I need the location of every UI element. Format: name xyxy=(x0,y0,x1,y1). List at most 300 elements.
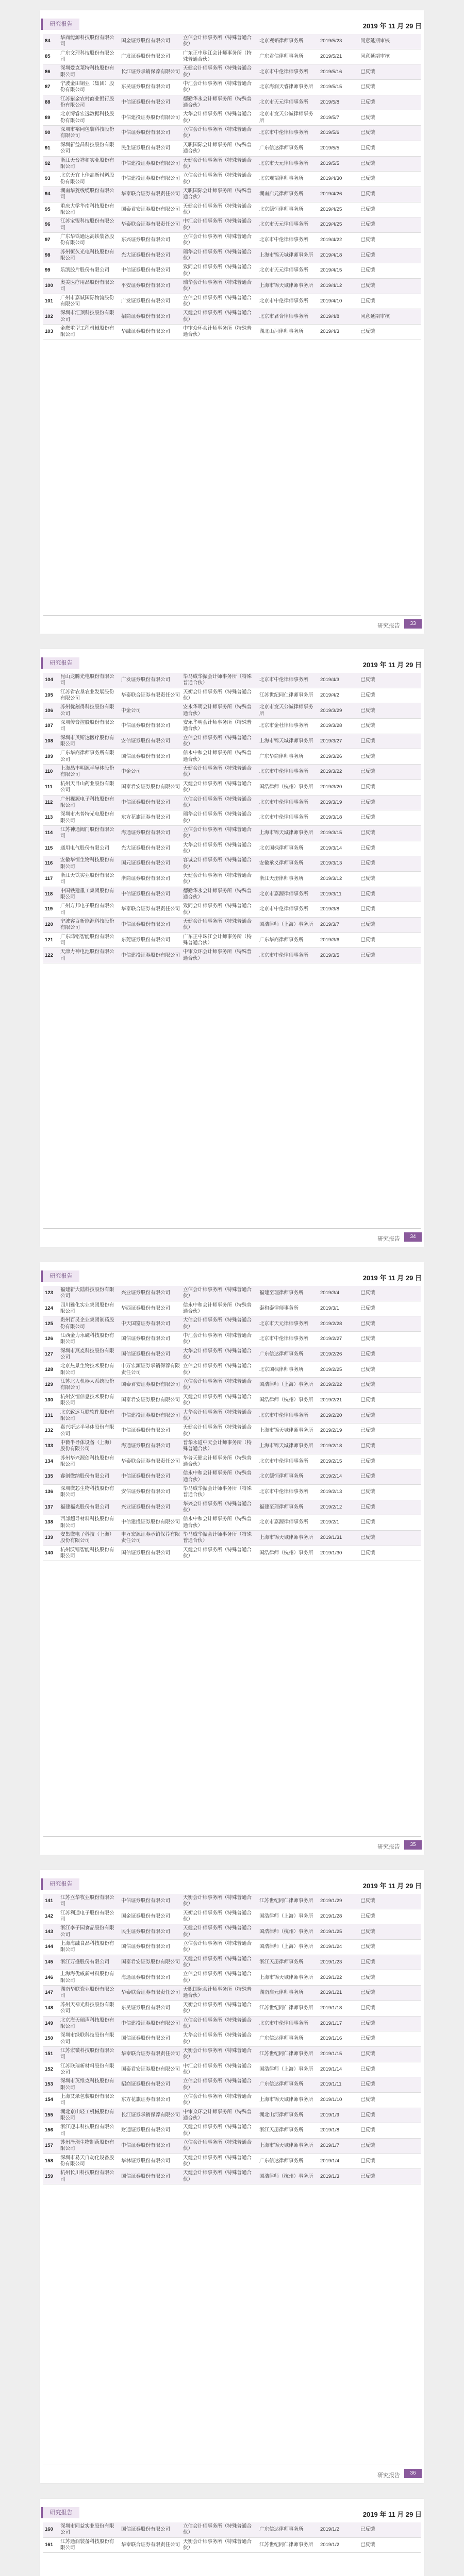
row-number: 104 xyxy=(43,673,59,688)
table-row xyxy=(43,1515,421,1531)
review-status: 已反馈 xyxy=(359,1286,421,1301)
sponsor: 招商证券股份有限公司 xyxy=(120,309,181,325)
accounting-firm: 大信会计师事务所（特殊普通合伙） xyxy=(181,1316,258,1332)
company-name: 北京天宜上佳高新材料股份有限公司 xyxy=(59,172,120,187)
filing-date: 2019/4/22 xyxy=(319,232,359,248)
law-firm: 福建至理律师事务所 xyxy=(258,1286,319,1301)
law-firm: 江苏世纪同仁律师事务所 xyxy=(258,2046,319,2062)
accounting-firm: 容诚会计师事务所（特殊普通合伙） xyxy=(181,856,258,872)
review-status: 已反馈 xyxy=(359,856,421,872)
law-firm: 浙江天册律师事务所 xyxy=(258,1955,319,1970)
filing-date: 2019/4/18 xyxy=(319,248,359,263)
row-number: 139 xyxy=(43,1531,59,1546)
sponsor: 国泰君安证券股份有限公司 xyxy=(120,1378,181,1393)
law-firm: 上海市锦天城律师事务所 xyxy=(258,248,319,263)
filing-date: 2019/1/31 xyxy=(319,1531,359,1546)
filing-date: 2019/1/4 xyxy=(319,2154,359,2169)
filing-date: 2019/3/12 xyxy=(319,871,359,887)
review-status: 已反馈 xyxy=(359,1301,421,1316)
company-name: 江苏省农垦农业发展股份有限公司 xyxy=(59,688,120,703)
filing-date: 2019/5/23 xyxy=(319,34,359,49)
table-row xyxy=(43,1909,421,1924)
company-name: 中微半导体设备（上海）股份有限公司 xyxy=(59,1438,120,1454)
table-row xyxy=(43,2031,421,2047)
accounting-firm: 天健会计师事务所（特殊普通合伙） xyxy=(181,309,258,325)
table-row xyxy=(43,2046,421,2062)
review-status: 已反馈 xyxy=(359,2139,421,2154)
row-number: 110 xyxy=(43,765,59,780)
row-number: 156 xyxy=(43,2123,59,2139)
company-name: 宁波金田铜业（集团）股份有限公司 xyxy=(59,80,120,95)
table-row xyxy=(43,49,421,64)
table-row xyxy=(43,1924,421,1940)
review-status: 已反馈 xyxy=(359,2031,421,2047)
company-name: 天津力神电池股份有限公司 xyxy=(59,948,120,963)
company-name: 苏州恒久光电科技股份有限公司 xyxy=(59,248,120,263)
table-row xyxy=(43,688,421,703)
accounting-firm: 中汇会计师事务所（特殊普通合伙） xyxy=(181,2062,258,2077)
row-number: 146 xyxy=(43,1970,59,1986)
table-row xyxy=(43,2139,421,2154)
row-number: 154 xyxy=(43,2092,59,2108)
page-number: 34 xyxy=(404,1232,422,1242)
review-status: 已反馈 xyxy=(359,1454,421,1469)
sponsor: 国泰君安证券股份有限公司 xyxy=(120,2062,181,2077)
filing-date: 2019/3/22 xyxy=(319,765,359,780)
company-name: 杭州天目山药业股份有限公司 xyxy=(59,779,120,795)
report-page-1 xyxy=(40,10,424,634)
table-row xyxy=(43,263,421,279)
row-number: 157 xyxy=(43,2139,59,2154)
ipo-table xyxy=(43,673,421,963)
table-row xyxy=(43,810,421,826)
accounting-firm: 瑞华会计师事务所（特殊普通合伙） xyxy=(181,810,258,826)
accounting-firm: 华兴会计师事务所（特殊普通合伙） xyxy=(181,1500,258,1515)
law-firm: 北京市中伦律师事务所 xyxy=(258,126,319,141)
table-row xyxy=(43,734,421,749)
company-name: 江苏北人机器人系统股份有限公司 xyxy=(59,1378,120,1393)
company-name: 深圳市燕麦科技股份有限公司 xyxy=(59,1347,120,1362)
law-firm: 北京市中伦律师事务所 xyxy=(258,1408,319,1423)
review-status: 已反馈 xyxy=(359,918,421,933)
review-status: 已反馈 xyxy=(359,1438,421,1454)
accounting-firm: 立信会计师事务所（特殊普通合伙） xyxy=(181,1940,258,1955)
accounting-firm: 天健会计师事务所（特殊普通合伙） xyxy=(181,1546,258,1561)
row-number: 150 xyxy=(43,2031,59,2047)
review-status: 已反馈 xyxy=(359,263,421,279)
report-page-5 xyxy=(40,2499,424,2576)
company-name: 深圳微芯生物科技股份有限公司 xyxy=(59,1484,120,1500)
review-status: 已反馈 xyxy=(359,688,421,703)
law-firm: 国浩律师（上海）事务所 xyxy=(258,1378,319,1393)
accounting-firm: 中审众环会计师事务所（特殊普通合伙） xyxy=(181,948,258,963)
table-row xyxy=(43,1970,421,1986)
review-status: 同意延期审核 xyxy=(359,34,421,49)
filing-date: 2019/1/10 xyxy=(319,2092,359,2108)
row-number: 161 xyxy=(43,2537,59,2553)
row-number: 98 xyxy=(43,248,59,263)
filing-date: 2019/1/25 xyxy=(319,1924,359,1940)
sponsor: 国信证券股份有限公司 xyxy=(120,1546,181,1561)
row-number: 99 xyxy=(43,263,59,279)
accounting-firm: 信永中和会计师事务所（特殊普通合伙） xyxy=(181,749,258,765)
row-number: 145 xyxy=(43,1955,59,1970)
footer-divider xyxy=(43,1228,421,1229)
page-footer xyxy=(40,2460,424,2483)
filing-date: 2019/1/9 xyxy=(319,2108,359,2123)
accounting-firm: 大华会计师事务所（特殊普通合伙） xyxy=(181,1408,258,1423)
report-badge: 研究报告 xyxy=(41,657,79,669)
filing-date: 2019/4/25 xyxy=(319,217,359,233)
law-firm: 北京观韬律师事务所 xyxy=(258,34,319,49)
sponsor: 中信证券股份有限公司 xyxy=(120,126,181,141)
company-name: 中国铁建重工集团股份有限公司 xyxy=(59,887,120,902)
law-firm: 北京市中伦律师事务所 xyxy=(258,1454,319,1469)
sponsor: 国泰君安证券股份有限公司 xyxy=(120,1955,181,1970)
law-firm: 泰和泰律师事务所 xyxy=(258,1301,319,1316)
sponsor: 国信证券股份有限公司 xyxy=(120,1332,181,1347)
company-name: 北京博睿宏远数据科技股份有限公司 xyxy=(59,110,120,126)
review-status: 已反馈 xyxy=(359,948,421,963)
sponsor: 兴业证券股份有限公司 xyxy=(120,1286,181,1301)
row-number: 134 xyxy=(43,1454,59,1469)
filing-date: 2019/3/26 xyxy=(319,749,359,765)
review-status: 已反馈 xyxy=(359,673,421,688)
filing-date: 2019/3/29 xyxy=(319,703,359,719)
law-firm: 江苏世纪同仁律师事务所 xyxy=(258,2537,319,2553)
review-status: 已反馈 xyxy=(359,933,421,948)
company-name: 深圳传音控股股份有限公司 xyxy=(59,719,120,734)
filing-date: 2019/5/7 xyxy=(319,110,359,126)
company-name: 江苏联瑞新材料股份有限公司 xyxy=(59,2062,120,2077)
accounting-firm: 立信会计师事务所（特殊普通合伙） xyxy=(181,2092,258,2108)
review-status: 已反馈 xyxy=(359,2016,421,2031)
row-number: 151 xyxy=(43,2046,59,2062)
review-status: 已反馈 xyxy=(359,1408,421,1423)
review-status: 已反馈 xyxy=(359,1362,421,1378)
company-name: 江苏宝盟科技股份有限公司 xyxy=(59,217,120,233)
accounting-firm: 立信会计师事务所（特殊普通合伙） xyxy=(181,1378,258,1393)
review-status: 已反馈 xyxy=(359,887,421,902)
filing-date: 2019/2/19 xyxy=(319,1423,359,1439)
law-firm: 国浩律师（上海）事务所 xyxy=(258,2062,319,2077)
law-firm: 国浩律师（上海）事务所 xyxy=(258,1909,319,1924)
review-status: 已反馈 xyxy=(359,902,421,918)
page-header xyxy=(40,2499,424,2519)
review-status: 已反馈 xyxy=(359,2169,421,2184)
law-firm: 上海市锦天城律师事务所 xyxy=(258,825,319,841)
filing-date: 2019/1/29 xyxy=(319,1894,359,1909)
company-name: 浙江迎丰科技股份有限公司 xyxy=(59,2123,120,2139)
company-name: 宁波容百新能源科技股份有限公司 xyxy=(59,918,120,933)
company-name: 江西金力永磁科技股份有限公司 xyxy=(59,1332,120,1347)
review-status: 已反馈 xyxy=(359,141,421,156)
filing-date: 2019/2/26 xyxy=(319,1347,359,1362)
report-date: 2019 年 11 月 29 日 xyxy=(362,1274,422,1282)
sponsor: 中信证券股份有限公司 xyxy=(120,719,181,734)
law-firm: 广东君信律师事务所 xyxy=(258,49,319,64)
company-name: 广州视源电子科技股份有限公司 xyxy=(59,795,120,810)
company-name: 重庆大学华南科技股份有限公司 xyxy=(59,202,120,217)
filing-date: 2019/2/28 xyxy=(319,1316,359,1332)
table-row xyxy=(43,719,421,734)
table-row xyxy=(43,232,421,248)
row-number: 103 xyxy=(43,325,59,340)
row-number: 147 xyxy=(43,1986,59,2001)
sponsor: 海通证券股份有限公司 xyxy=(120,825,181,841)
row-number: 143 xyxy=(43,1924,59,1940)
table-row xyxy=(43,1484,421,1500)
company-name: 深圳市汇顶科技股份有限公司 xyxy=(59,309,120,325)
accounting-firm: 天衡会计师事务所（特殊普通合伙） xyxy=(181,2046,258,2062)
row-number: 96 xyxy=(43,217,59,233)
sponsor: 招商证券股份有限公司 xyxy=(120,2077,181,2093)
sponsor: 东方花旗证券有限公司 xyxy=(120,2092,181,2108)
company-name: 广州方邦电子股份有限公司 xyxy=(59,902,120,918)
company-name: 深圳市易天自动化设备股份有限公司 xyxy=(59,2154,120,2169)
report-date: 2019 年 11 月 29 日 xyxy=(362,1882,422,1890)
filing-date: 2019/2/15 xyxy=(319,1454,359,1469)
report-badge: 研究报告 xyxy=(41,1878,79,1890)
filing-date: 2019/5/15 xyxy=(319,80,359,95)
table-row xyxy=(43,887,421,902)
filing-date: 2019/1/11 xyxy=(319,2077,359,2093)
review-status: 已反馈 xyxy=(359,749,421,765)
company-name: 华商能源科技股份有限公司 xyxy=(59,34,120,49)
sponsor: 国信证券股份有限公司 xyxy=(120,749,181,765)
accounting-firm: 立信会计师事务所（特殊普通合伙） xyxy=(181,126,258,141)
table-row xyxy=(43,325,421,340)
row-number: 125 xyxy=(43,1316,59,1332)
review-status: 已反馈 xyxy=(359,1423,421,1439)
filing-date: 2019/3/19 xyxy=(319,795,359,810)
accounting-firm: 瑞华会计师事务所（特殊普通合伙） xyxy=(181,248,258,263)
row-number: 85 xyxy=(43,49,59,64)
table-row xyxy=(43,948,421,963)
row-number: 148 xyxy=(43,2001,59,2016)
filing-date: 2019/2/21 xyxy=(319,1393,359,1408)
table-row xyxy=(43,1531,421,1546)
company-name: 北京海天瑞声科技股份有限公司 xyxy=(59,2016,120,2031)
accounting-firm: 天健会计师事务所（特殊普通合伙） xyxy=(181,1393,258,1408)
sponsor: 华泰联合证券有限责任公司 xyxy=(120,1986,181,2001)
company-name: 江苏紫金农村商业银行股份有限公司 xyxy=(59,95,120,110)
row-number: 93 xyxy=(43,172,59,187)
page-header xyxy=(40,1262,424,1283)
sponsor: 中信证券股份有限公司 xyxy=(120,95,181,110)
review-status: 已反馈 xyxy=(359,2001,421,2016)
footer-label: 研究报告 xyxy=(377,1236,400,1242)
row-number: 123 xyxy=(43,1286,59,1301)
filing-date: 2019/4/12 xyxy=(319,279,359,294)
row-number: 111 xyxy=(43,779,59,795)
filing-date: 2019/4/30 xyxy=(319,172,359,187)
filing-date: 2019/3/18 xyxy=(319,810,359,826)
table-row xyxy=(43,156,421,172)
company-name: 北京致远互联软件股份有限公司 xyxy=(59,1408,120,1423)
review-status: 已反馈 xyxy=(359,841,421,856)
sponsor: 中天国富证券有限公司 xyxy=(120,1316,181,1332)
review-status: 已反馈 xyxy=(359,2537,421,2553)
sponsor: 国信证券股份有限公司 xyxy=(120,1347,181,1362)
row-number: 116 xyxy=(43,856,59,872)
law-firm: 北京观韬律师事务所 xyxy=(258,172,319,187)
filing-date: 2019/2/18 xyxy=(319,1438,359,1454)
review-status: 已反馈 xyxy=(359,1500,421,1515)
table-row xyxy=(43,1955,421,1970)
sponsor: 光大证券股份有限公司 xyxy=(120,248,181,263)
company-name: 江苏利通电子股份有限公司 xyxy=(59,1909,120,1924)
sponsor: 海通证券股份有限公司 xyxy=(120,1438,181,1454)
filing-date: 2019/2/25 xyxy=(319,1362,359,1378)
accounting-firm: 天职国际会计师事务所（特殊普通合伙） xyxy=(181,1986,258,2001)
sponsor: 广发证券股份有限公司 xyxy=(120,294,181,309)
filing-date: 2019/4/2 xyxy=(319,688,359,703)
table-row xyxy=(43,202,421,217)
law-firm: 浙江天册律师事务所 xyxy=(258,871,319,887)
row-number: 129 xyxy=(43,1378,59,1393)
accounting-firm: 瑞华会计师事务所（特殊普通合伙） xyxy=(181,279,258,294)
accounting-firm: 天健会计师事务所（特殊普通合伙） xyxy=(181,2154,258,2169)
company-name: 乐凯胶片股份有限公司 xyxy=(59,263,120,279)
sponsor: 国金证券股份有限公司 xyxy=(120,34,181,49)
company-name: 浙江天铁实业股份有限公司 xyxy=(59,871,120,887)
filing-date: 2019/2/12 xyxy=(319,1500,359,1515)
filing-date: 2019/2/13 xyxy=(319,1484,359,1500)
accounting-firm: 立信会计师事务所（特殊普通合伙） xyxy=(181,34,258,49)
review-status: 已反馈 xyxy=(359,1515,421,1531)
company-name: 深圳爱克莱特科技股份有限公司 xyxy=(59,64,120,80)
row-number: 107 xyxy=(43,719,59,734)
page-header xyxy=(40,649,424,670)
ipo-table xyxy=(43,1894,421,2184)
filing-date: 2019/5/5 xyxy=(319,156,359,172)
sponsor: 安信证券股份有限公司 xyxy=(120,734,181,749)
row-number: 102 xyxy=(43,309,59,325)
law-firm: 北京市中伦律师事务所 xyxy=(258,673,319,688)
row-number: 136 xyxy=(43,1484,59,1500)
row-number: 88 xyxy=(43,95,59,110)
review-status: 已反馈 xyxy=(359,2123,421,2139)
accounting-firm: 天健会计师事务所（特殊普通合伙） xyxy=(181,871,258,887)
review-status: 已反馈 xyxy=(359,2092,421,2108)
law-firm: 湖北山河律师事务所 xyxy=(258,2108,319,2123)
filing-date: 2019/3/15 xyxy=(319,825,359,841)
company-name: 金鹰重型工程机械股份有限公司 xyxy=(59,325,120,340)
table-row xyxy=(43,2169,421,2184)
page-footer xyxy=(40,610,424,634)
company-name: 广东文理科技股份有限公司 xyxy=(59,49,120,64)
company-name: 苏州天禄光科技股份有限公司 xyxy=(59,2001,120,2016)
accounting-firm: 天健会计师事务所（特殊普通合伙） xyxy=(181,2123,258,2139)
review-status: 已反馈 xyxy=(359,810,421,826)
row-number: 91 xyxy=(43,141,59,156)
accounting-firm: 天健会计师事务所（特殊普通合伙） xyxy=(181,765,258,780)
company-name: 苏州泽璟生物制药股份有限公司 xyxy=(59,2139,120,2154)
company-name: 江苏通润装备科技股份有限公司 xyxy=(59,2537,120,2553)
review-status: 已反馈 xyxy=(359,64,421,80)
table-row xyxy=(43,110,421,126)
filing-date: 2019/5/16 xyxy=(319,64,359,80)
company-name: 杭州沃镭智能科技股份有限公司 xyxy=(59,1546,120,1561)
law-firm: 广东信达律师事务所 xyxy=(258,2077,319,2093)
table-row xyxy=(43,1454,421,1469)
filing-date: 2019/1/7 xyxy=(319,2139,359,2154)
review-status: 已反馈 xyxy=(359,1546,421,1561)
review-status: 已反馈 xyxy=(359,95,421,110)
law-firm: 国浩律师（上海）事务所 xyxy=(258,918,319,933)
accounting-firm: 广东正中珠江会计师事务所（特殊普通合伙） xyxy=(181,933,258,948)
law-firm: 北京德恒律师事务所 xyxy=(258,1469,319,1485)
report-page-3 xyxy=(40,1262,424,1855)
review-status: 同意延期审核 xyxy=(359,309,421,325)
company-name: 湖南华菱线缆股份有限公司 xyxy=(59,187,120,202)
company-name: 深圳市杰普特光电股份有限公司 xyxy=(59,810,120,826)
law-firm: 湖南启元律师事务所 xyxy=(258,1986,319,2001)
law-firm: 国浩律师（杭州）事务所 xyxy=(258,1393,319,1408)
accounting-firm: 中汇会计师事务所（特殊普通合伙） xyxy=(181,1332,258,1347)
report-badge: 研究报告 xyxy=(41,1270,79,1282)
company-name: 深圳市绿联科技股份有限公司 xyxy=(59,2031,120,2047)
sponsor: 中信建投证券股份有限公司 xyxy=(120,1515,181,1531)
review-status: 已反馈 xyxy=(359,2077,421,2093)
filing-date: 2019/4/26 xyxy=(319,187,359,202)
company-name: 深圳市英维克科技股份有限公司 xyxy=(59,2077,120,2093)
table-row xyxy=(43,2154,421,2169)
accounting-firm: 大华会计师事务所（特殊普通合伙） xyxy=(181,1347,258,1362)
accounting-firm: 信永中和会计师事务所（特殊普通合伙） xyxy=(181,1469,258,1485)
report-date: 2019 年 11 月 29 日 xyxy=(362,2511,422,2518)
company-name: 深圳新益昌科技股份有限公司 xyxy=(59,141,120,156)
sponsor: 华融证券股份有限公司 xyxy=(120,325,181,340)
page-number: 33 xyxy=(404,619,422,629)
table-row xyxy=(43,1316,421,1332)
accounting-firm: 普华永道中天会计师事务所（特殊普通合伙） xyxy=(181,1438,258,1454)
filing-date: 2019/1/23 xyxy=(319,1955,359,1970)
accounting-firm: 安永华明会计师事务所（特殊普通合伙） xyxy=(181,719,258,734)
table-row xyxy=(43,279,421,294)
sponsor: 东莞证券股份有限公司 xyxy=(120,933,181,948)
review-status: 已反馈 xyxy=(359,1894,421,1909)
sponsor: 广发证券股份有限公司 xyxy=(120,673,181,688)
sponsor: 华泰联合证券有限责任公司 xyxy=(120,688,181,703)
law-firm: 湖南启元律师事务所 xyxy=(258,187,319,202)
review-status: 已反馈 xyxy=(359,1378,421,1393)
row-number: 133 xyxy=(43,1438,59,1454)
row-number: 84 xyxy=(43,34,59,49)
table-row xyxy=(43,1986,421,2001)
company-name: 西部超导材料科技股份有限公司 xyxy=(59,1515,120,1531)
table-row xyxy=(43,1940,421,1955)
company-name: 苏州优刻得科技股份有限公司 xyxy=(59,703,120,719)
filing-date: 2019/1/24 xyxy=(319,1940,359,1955)
company-name: 广东鸿铭智能股份有限公司 xyxy=(59,933,120,948)
accounting-firm: 天衡会计师事务所（特殊普通合伙） xyxy=(181,688,258,703)
row-number: 100 xyxy=(43,279,59,294)
table-row xyxy=(43,765,421,780)
sponsor: 东方花旗证券有限公司 xyxy=(120,810,181,826)
review-status: 已反馈 xyxy=(359,1469,421,1485)
accounting-firm: 天健会计师事务所（特殊普通合伙） xyxy=(181,1423,258,1439)
ipo-table xyxy=(43,34,421,340)
filing-date: 2019/3/6 xyxy=(319,933,359,948)
law-firm: 广东华商律师事务所 xyxy=(258,933,319,948)
accounting-firm: 天健会计师事务所（特殊普通合伙） xyxy=(181,2169,258,2184)
accounting-firm: 立信会计师事务所（特殊普通合伙） xyxy=(181,2139,258,2154)
sponsor: 东兴证券股份有限公司 xyxy=(120,232,181,248)
table-row xyxy=(43,2537,421,2553)
footer-divider xyxy=(43,1836,421,1837)
